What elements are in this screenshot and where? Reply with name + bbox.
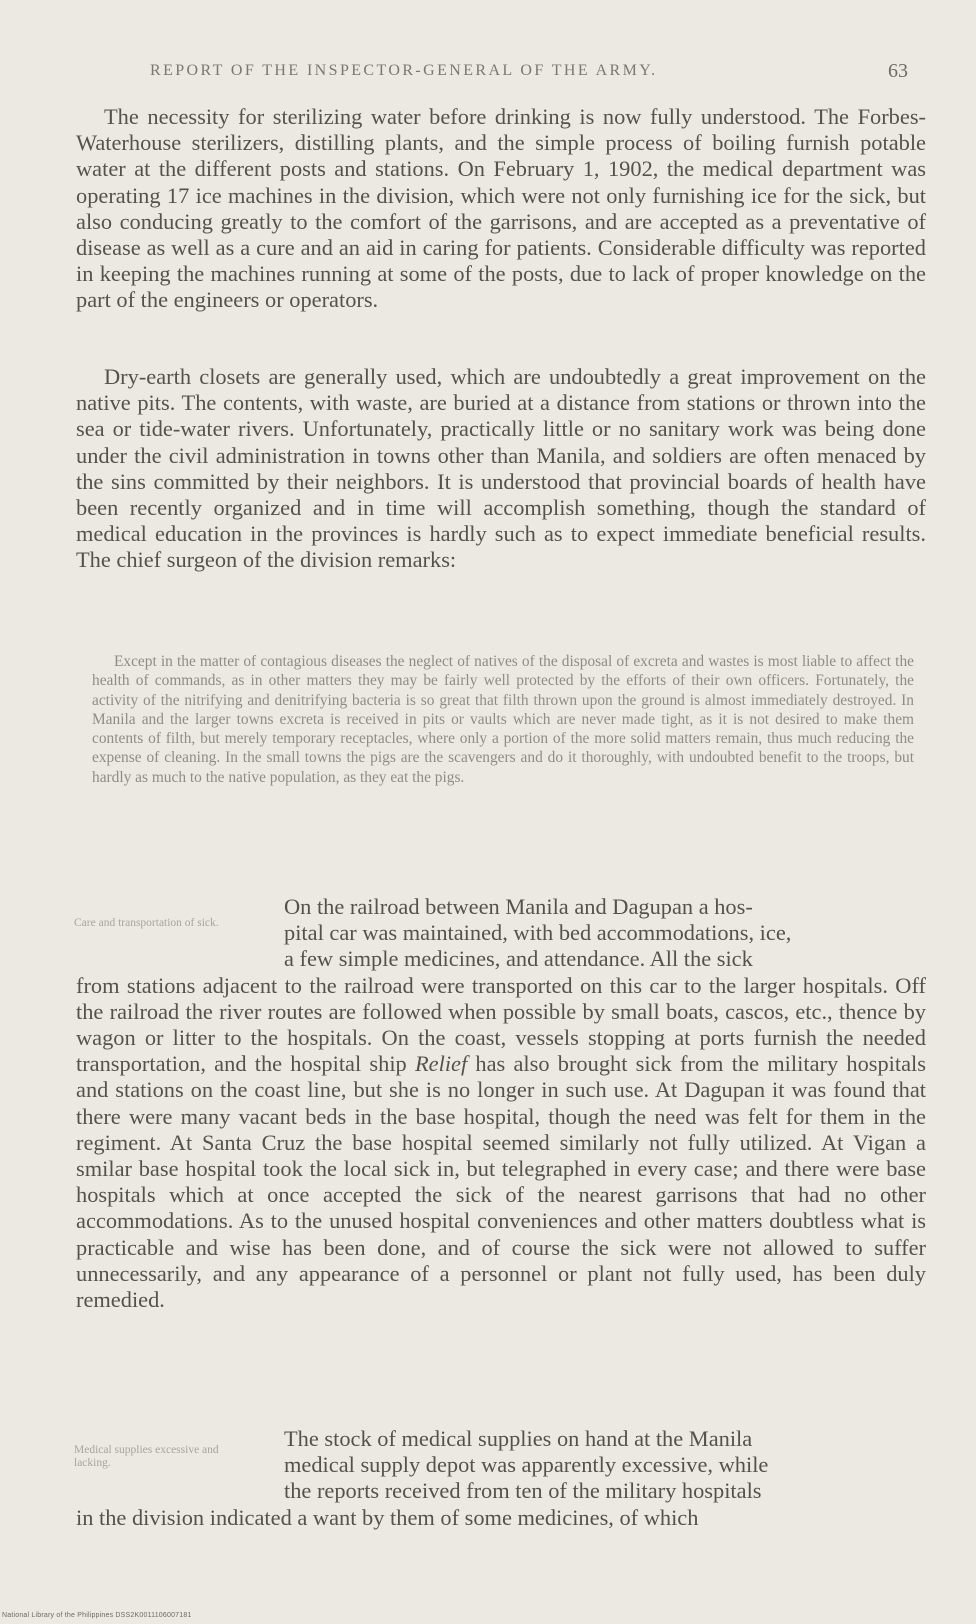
continuation-text-a: from stations adjacent to the railroad were transported on this car to the larger hospitals. Off the railroad the river routes are followed when possible by small boats, cascos, etc., thence by wagon or litter to the hospitals. On the coast, vessels stopping at ports furnish the needed transportation, and the hospital ship — [76, 972, 926, 1077]
paragraph-transport-of-sick — [76, 894, 926, 1313]
paragraph-line: The stock of medical supplies on hand at the Manila — [284, 1426, 753, 1451]
paragraph-water-sterilization: The necessity for sterilizing water before drinking is now fully understood. The Forbes-Waterhouse sterilizers, distilling plants, and the simple process of boiling furnish potable water at the different posts and stations. On February 1, 1902, the medical department was operating 17 ice machines in the division, which were not only furnishing ice for the sick, but also conducing greatly to the comfort of the garrisons, and are accepted as a preventative of disease as well as a cure and an aid in caring for patients. Considerable difficulty was reported in keeping the machines running at some of the posts, due to lack of proper knowledge on the part of the engineers or operators. — [76, 104, 926, 313]
paragraph-continuation — [76, 973, 926, 1314]
running-head: REPORT OF THE INSPECTOR-GENERAL OF THE ARMY. — [150, 62, 658, 79]
paragraph-line: pital car was maintained, with bed accommodations, ice, — [284, 920, 792, 946]
paragraph-line: On the railroad between Manila and Dagupan a hos- — [284, 894, 753, 919]
page-number: 63 — [888, 60, 908, 82]
paragraph-line: medical supply depot was apparently excessive, while — [284, 1452, 769, 1478]
paragraph-line: the reports received from ten of the military hospitals — [284, 1478, 762, 1504]
quoted-chief-surgeon-remarks: Except in the matter of contagious diseases the neglect of natives of the disposal of excreta and wastes is most liable to affect the health of commands, as in other matters they may be fairly well protected by the efforts of their own officers. Fortunately, the activity of the nitrifying and denitrifying bacteria is so great that filth thrown upon the ground is almost immediately destroyed. In Manila and the larger towns excreta is received in pits or vaults which are never made tight, as it is not desired to make them contents of filth, but merely temporary receptacles, where only a portion of the more solid matters remain, thus much reducing the expense of cleaning. In the small towns the pigs are the scavengers and do it thoroughly, with undoubted benefit to the troops, but hardly as much to the native population, as they eat the pigs. — [92, 653, 914, 786]
continuation-text-b: has also brought sick from the military hospitals and stations on the coast line, but she is no longer in such use. At Dagupan it was found that there were many vacant beds in the base hospital, though the need was felt for them in the regiment. At Santa Cruz the base hospital seemed similarly not fully utilized. At Vigan a smilar base hospital took the local sick in, but telegraphed in every case; and there were base hospitals which at once accepted the sick of the nearest garrisons that had no other accommodations. As to the unused hospital conveniences and other matters doubtless what is practicable and wise has been done, and of course the sick were not allowed to suffer unnecessarily, and any appearance of a personnel or plant not fully used, has been duly remedied. — [76, 1051, 926, 1313]
paragraph-line: in the division indicated a want by them of some medicines, of which — [76, 1504, 699, 1530]
paragraph-dry-earth-closets: Dry-earth closets are generally used, which are undoubtedly a great improvement on the native pits. The contents, with waste, are buried at a distance from stations or thrown into the sea or tide-water rivers. Unfortunately, practically little or no sanitary work was being done under the civil administration in towns other than Manila, and soldiers are often menaced by the sins committed by their neighbors. It is understood that provincial boards of health have been recently organized and in time will accomplish something, though the standard of medical education in the provinces is hardly such as to expect immediate beneficial results. The chief surgeon of the division remarks: — [76, 364, 926, 573]
paragraph-line: a few simple medicines, and attendance. All the sick — [284, 946, 753, 972]
margin-note-transport: Care and transportation of sick. — [74, 917, 219, 929]
margin-note-supplies: Medical supplies excessive and lacking. — [74, 1444, 219, 1469]
scan-footer: National Library of the Philippines DSS2K0011106007181 — [2, 1612, 192, 1619]
paragraph-medical-supplies — [76, 1426, 926, 1531]
ship-name: Relief — [414, 1051, 468, 1077]
